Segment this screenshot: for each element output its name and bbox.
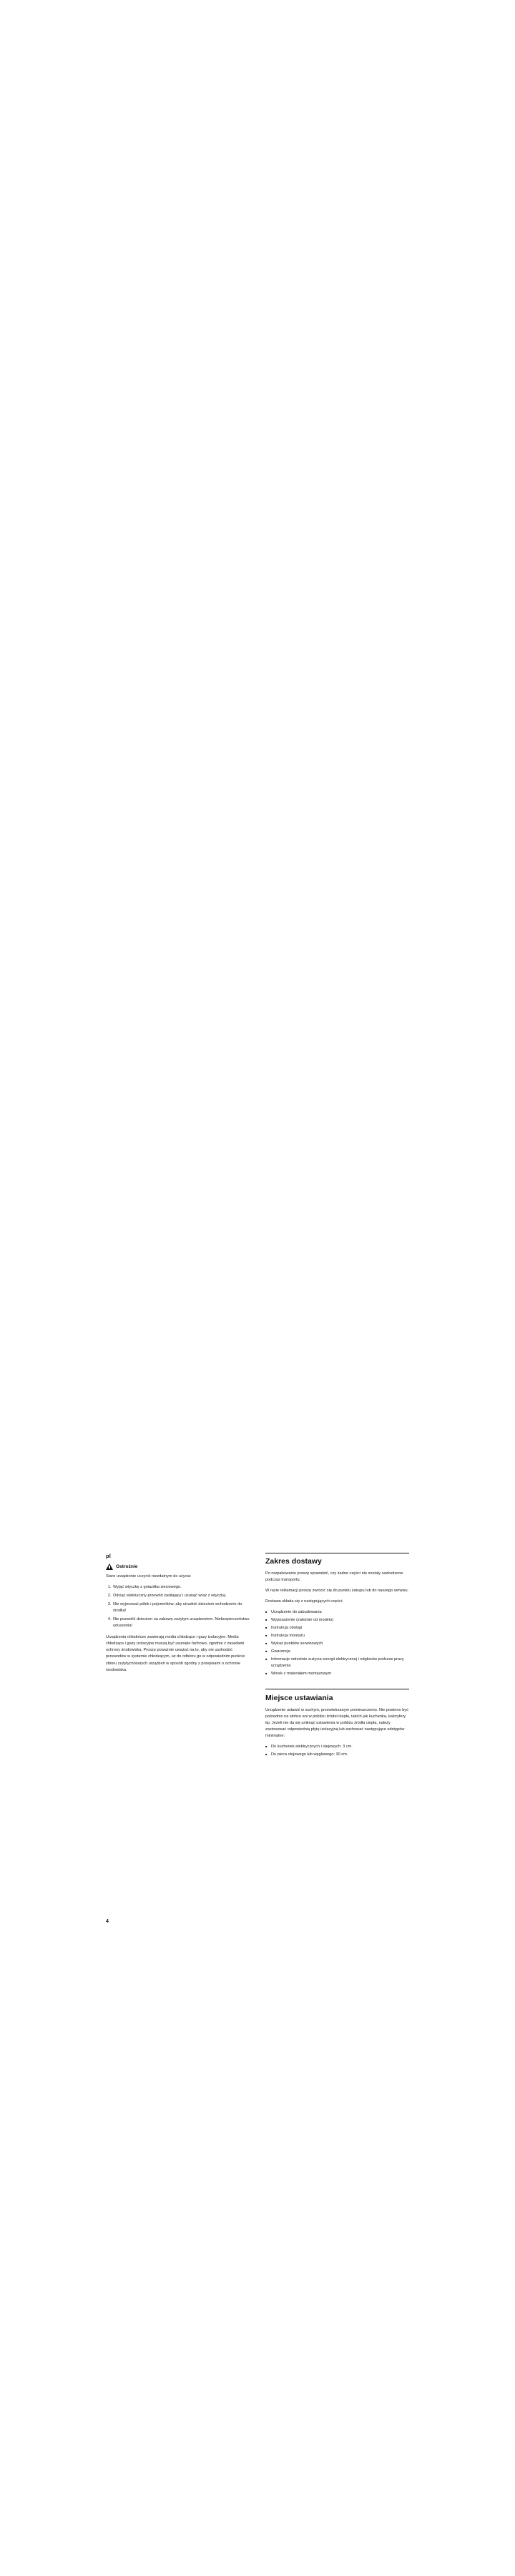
- right-column: [265, 1553, 409, 1763]
- delivery-paragraph-2: W razie reklamacji proszę zwrócić się do punktu zakupu lub do naszego serwisu.: [265, 1588, 409, 1593]
- two-column-layout: [106, 1553, 409, 1763]
- list-item: ■ Informacje odnośnie zużycia energii elektrycznej i odgłosów podczas pracy urządzenia: [265, 1657, 409, 1669]
- disposal-steps-list: [106, 1584, 250, 1629]
- warning-triangle-icon: [106, 1563, 113, 1570]
- language-tag: pl: [106, 1553, 112, 1559]
- list-item: ■ Do pieca olejowego lub węglowego: 30 cm.: [265, 1752, 409, 1758]
- page-number: 4: [106, 1919, 109, 1924]
- delivery-paragraph-1: Po rozpakowaniu proszę sprawdzić, czy żadne części nie zostały uszkodzone podczas transportu.: [265, 1571, 403, 1582]
- minimum-distances-list: [265, 1744, 409, 1758]
- location-paragraph-1: Urządzenie ustawić w suchym, przewietrzanym pomieszczeniu. Nie powinno być pośrednio na słońce ani w pobliżu źródeł ciepła, takich jak kuchenka, kaloryfery itp. Jeżeli nie da się uniknąć ustawienia w pobliżu źródła ciepła, należy zastosować odpowiednią płytę izolacyjną lub zachować następujące odstępów minimalne:: [265, 1707, 408, 1738]
- section-title-delivery: Zakres dostawy: [265, 1553, 409, 1566]
- section-title-location: Miejsce ustawiania: [265, 1689, 409, 1703]
- list-item: 1. Wyjąć wtyczkę z gniazdka sieciowego.: [112, 1584, 250, 1591]
- refrigerant-paragraph: Urządzenia chłodnicze zawierają media chłodzące i gazy izolacyjne. Media chłodzące i gazy izolacyjne muszą być usunięte fachowo, zgodnie z zasadami ochrony środowiska. Proszę poważnie uważać na to, aby nie uszkodzić przewodów w systemie chłodzącym, aż do odbioru go w odpowiednim punkcie zbioru zużytych/starych urządzeń w sposób zgodny z przepisami o ochronie środowiska.: [106, 1635, 245, 1672]
- list-item: ■ Instrukcja montażu: [265, 1633, 409, 1639]
- list-item: 3. Nie wyjmować półek i pojemników, aby utrudnić dzieciom wchodzenie do środka!: [112, 1601, 250, 1614]
- left-column: [106, 1553, 250, 1678]
- caution-heading: [106, 1563, 250, 1570]
- delivery-list-intro: Dostawa składa się z następujących części:: [265, 1599, 343, 1604]
- list-item: ■ Wyposażenie (zależnie od modelu): [265, 1617, 409, 1624]
- list-item: ■ Wykaz punktów serwisowych: [265, 1641, 409, 1647]
- document-content: [106, 1553, 409, 1860]
- list-item: ■ Urządzenie do zabudowania: [265, 1609, 409, 1616]
- list-item: 2. Odciąć elektryczny przewód zasilający i usunąć wraz z wtyczką.: [112, 1593, 250, 1599]
- list-item: ■ Gwarancja: [265, 1649, 409, 1655]
- caution-intro: Stare urządzenie uczynić niezdatnym do użycia:: [106, 1574, 192, 1579]
- delivery-items-list: [265, 1609, 409, 1677]
- list-item: ■ Worek z materiałem montażowym: [265, 1671, 409, 1677]
- caution-label: Ostrożnie: [116, 1564, 138, 1569]
- list-item: ■ Instrukcja obsługi: [265, 1625, 409, 1631]
- list-item: 4. Nie pozwolić dzieciom na zabawę zużytym urządzeniem. Niebezpieczeństwo uduszenia!: [112, 1616, 250, 1629]
- list-item: ■ Do kuchenek elektrycznych i olejowych: 3 cm.: [265, 1744, 409, 1750]
